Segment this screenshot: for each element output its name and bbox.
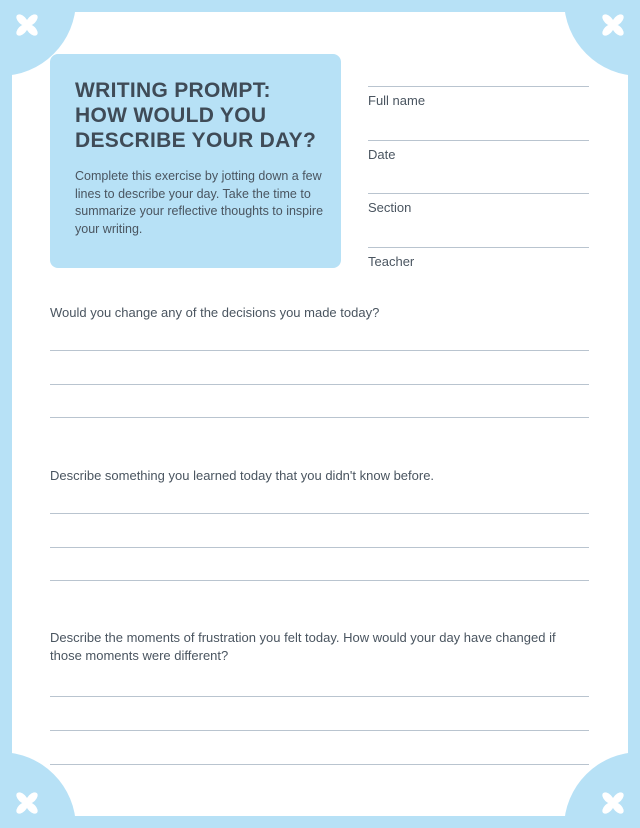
- prompt-description: Complete this exercise by jotting down a few lines to describe your day. Take the time to summarize your reflective thoughts to inspire your writing.: [75, 169, 324, 236]
- flower-ornament-icon: [12, 788, 42, 818]
- answer-line[interactable]: [50, 764, 589, 765]
- full-name-line[interactable]: [368, 86, 589, 87]
- question-1: Would you change any of the decisions you made today?: [50, 305, 380, 320]
- section-label: Section: [368, 200, 412, 215]
- prompt-card: [50, 54, 341, 268]
- answer-line[interactable]: [50, 580, 589, 581]
- flower-ornament-icon: [598, 788, 628, 818]
- answer-line[interactable]: [50, 384, 589, 385]
- date-line[interactable]: [368, 140, 589, 141]
- question-3: Describe the moments of frustration you felt today. How would your day have changed if those moments were different?: [50, 630, 556, 663]
- full-name-label: Full name: [368, 93, 426, 108]
- answer-line[interactable]: [50, 696, 589, 697]
- answer-line[interactable]: [50, 513, 589, 514]
- prompt-title: WRITING PROMPT: HOW WOULD YOU DESCRIBE YOUR DAY?: [75, 79, 317, 152]
- section-line[interactable]: [368, 193, 589, 194]
- flower-ornament-icon: [12, 10, 42, 40]
- answer-line[interactable]: [50, 417, 589, 418]
- answer-line[interactable]: [50, 350, 589, 351]
- answer-line[interactable]: [50, 730, 589, 731]
- flower-ornament-icon: [598, 10, 628, 40]
- teacher-label: Teacher: [368, 254, 415, 269]
- question-2: Describe something you learned today that you didn't know before.: [50, 468, 435, 483]
- answer-line[interactable]: [50, 547, 589, 548]
- teacher-line[interactable]: [368, 247, 589, 248]
- date-label: Date: [368, 147, 396, 162]
